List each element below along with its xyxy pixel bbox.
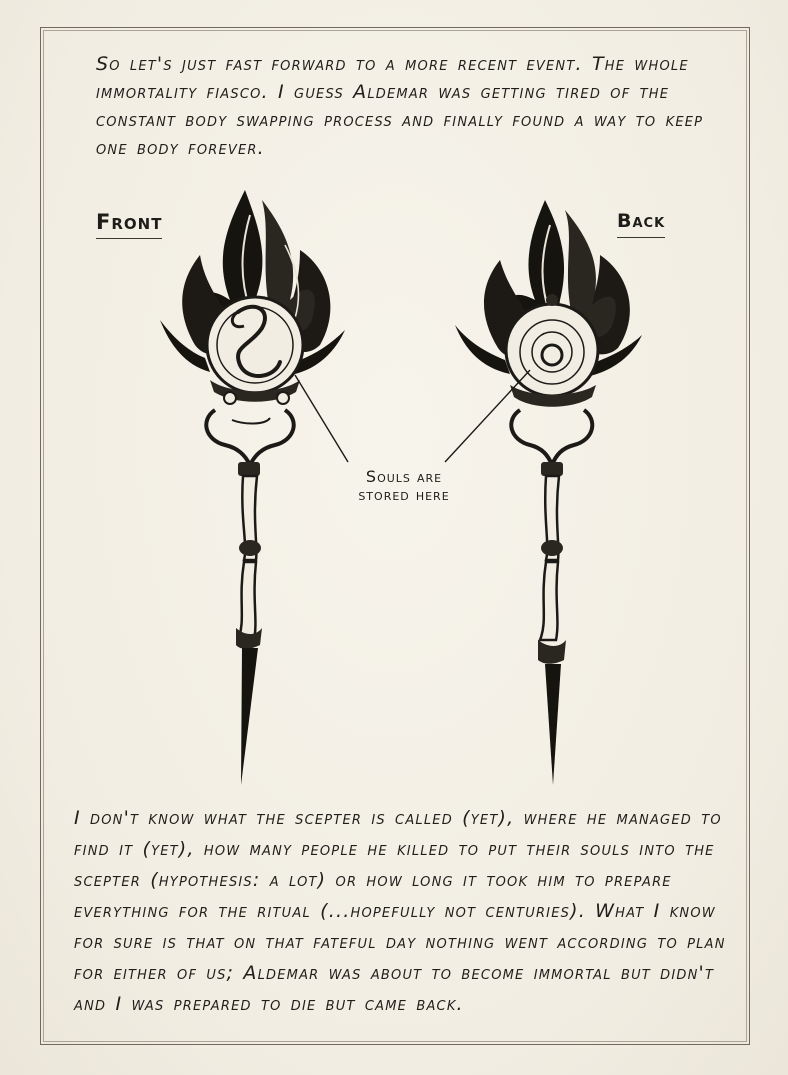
front-label: Front <box>96 210 162 239</box>
scepter-back-drawing <box>455 200 642 785</box>
callout-line-front <box>295 375 348 462</box>
outro-paragraph: I don't know what the scepter is called (yet), where he managed to find it (yet), how many people he killed to put their souls into the scepter (hypothesis: a lot) or how long it took him to prepare everything for the ritual (...hopefully not centuries). What I know for sure is that on that fateful day nothing went according to plan for either of us; Aldemar was about to become immortal but didn't and I was prepared to die but came back. <box>74 807 726 1015</box>
souls-callout <box>334 468 474 504</box>
callout-line-2: stored here <box>358 485 450 504</box>
scepter-front-drawing <box>160 190 345 785</box>
callout-line-1: Souls are <box>365 467 443 486</box>
callout-line-back <box>445 370 530 462</box>
back-label: Back <box>617 210 665 238</box>
intro-paragraph: So let's just fast forward to a more recent event. The whole immortality fiasco. I guess Aldemar was getting tired of the constant body swapping process and finally found a way to keep one body forever. <box>96 53 704 159</box>
